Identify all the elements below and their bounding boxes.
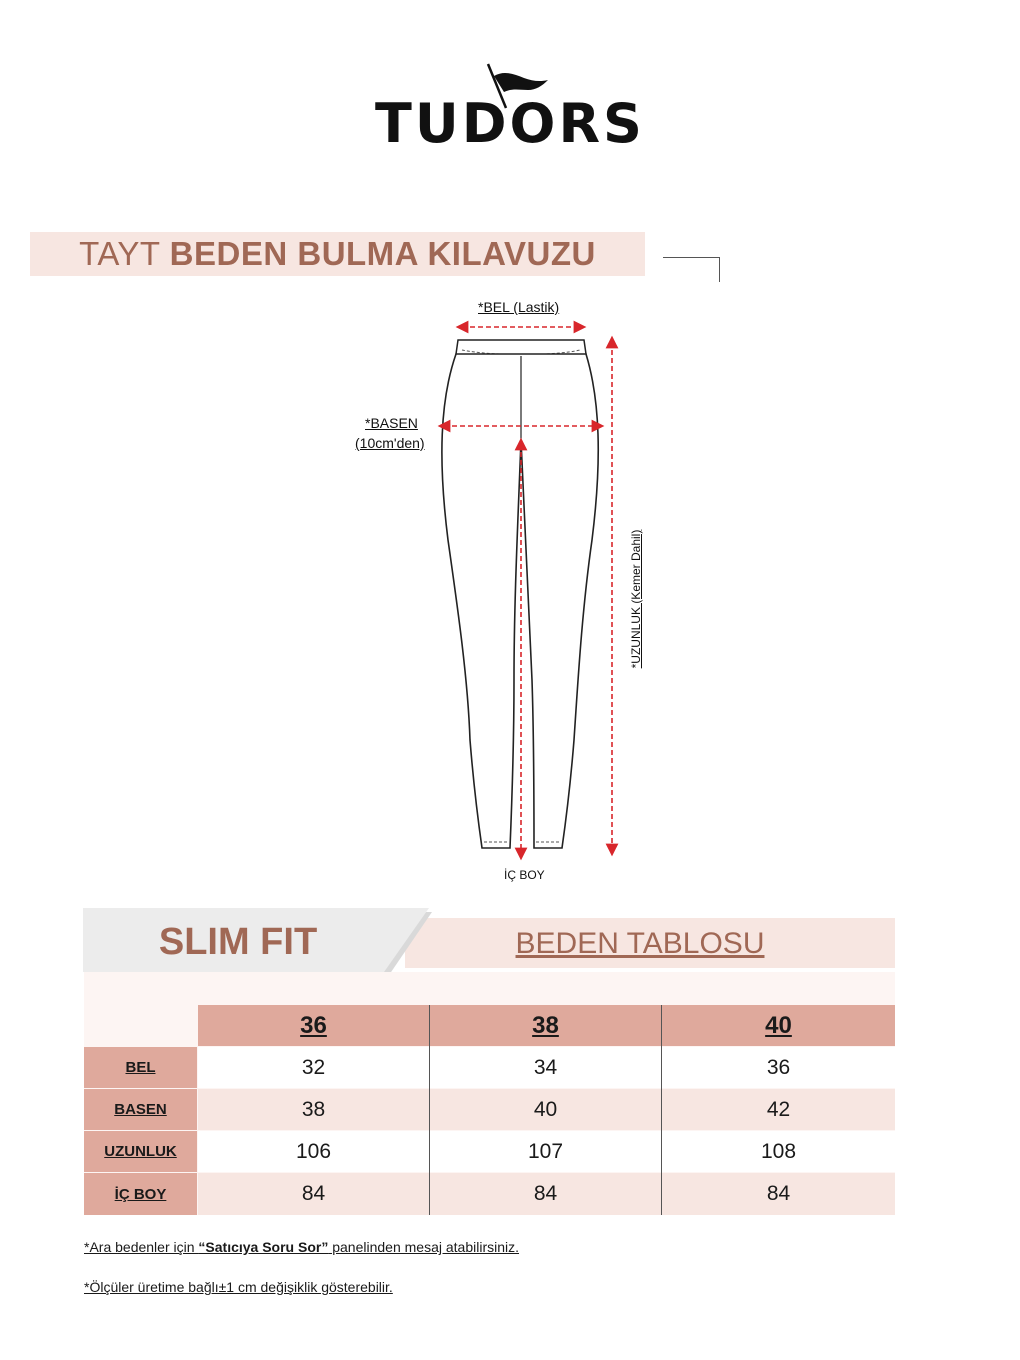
column-divider	[429, 1005, 430, 1215]
uzunluk-label: *UZUNLUK (Kemer Dahil)	[629, 529, 643, 669]
decorative-corner	[663, 257, 720, 282]
basen-sub-label: (10cm'den)	[355, 435, 425, 451]
column-divider	[661, 1005, 662, 1215]
note-olculer: *Ölçüler üretime bağlı±1 cm değişiklik gösterebilir.	[84, 1279, 393, 1295]
basen-label: *BASEN	[365, 415, 418, 431]
table-cell: 84	[662, 1173, 895, 1215]
note1-post: panelinden mesaj atabilirsiniz.	[328, 1239, 520, 1255]
table-cell: 32	[198, 1047, 429, 1088]
table-cell: 106	[198, 1131, 429, 1172]
row-label-uzunluk: UZUNLUK	[84, 1131, 197, 1172]
note1-bold: “Satıcıya Soru Sor”	[198, 1239, 329, 1255]
leggings-outline	[442, 354, 598, 848]
note-ara-bedenler	[84, 1239, 519, 1255]
size-header: 36	[198, 1005, 429, 1046]
table-cell: 84	[430, 1173, 661, 1215]
page-title	[30, 232, 645, 276]
bel-label: *BEL (Lastik)	[478, 299, 560, 315]
note1-pre: *Ara bedenler için	[84, 1239, 199, 1255]
row-label-icboy: İÇ BOY	[84, 1173, 197, 1215]
table-cell: 36	[662, 1047, 895, 1088]
row-label-basen: BASEN	[84, 1089, 197, 1130]
table-cell: 34	[430, 1047, 661, 1088]
icboy-label: İÇ BOY	[504, 868, 545, 882]
table-title: BEDEN TABLOSU	[515, 927, 765, 960]
row-label-bel: BEL	[84, 1047, 197, 1088]
title-light: TAYT	[79, 235, 170, 272]
table-cell: 107	[430, 1131, 661, 1172]
brand-logo: TUDORS	[375, 92, 645, 155]
size-header: 38	[430, 1005, 661, 1046]
size-header: 40	[662, 1005, 895, 1046]
table-cell: 84	[198, 1173, 429, 1215]
table-cell: 42	[662, 1089, 895, 1130]
fit-label: SLIM FIT	[158, 921, 318, 963]
table-cell: 38	[198, 1089, 429, 1130]
leggings-diagram	[340, 295, 660, 865]
title-bold: BEDEN BULMA KILAVUZU	[169, 235, 596, 272]
table-cell: 108	[662, 1131, 895, 1172]
table-cell: 40	[430, 1089, 661, 1130]
